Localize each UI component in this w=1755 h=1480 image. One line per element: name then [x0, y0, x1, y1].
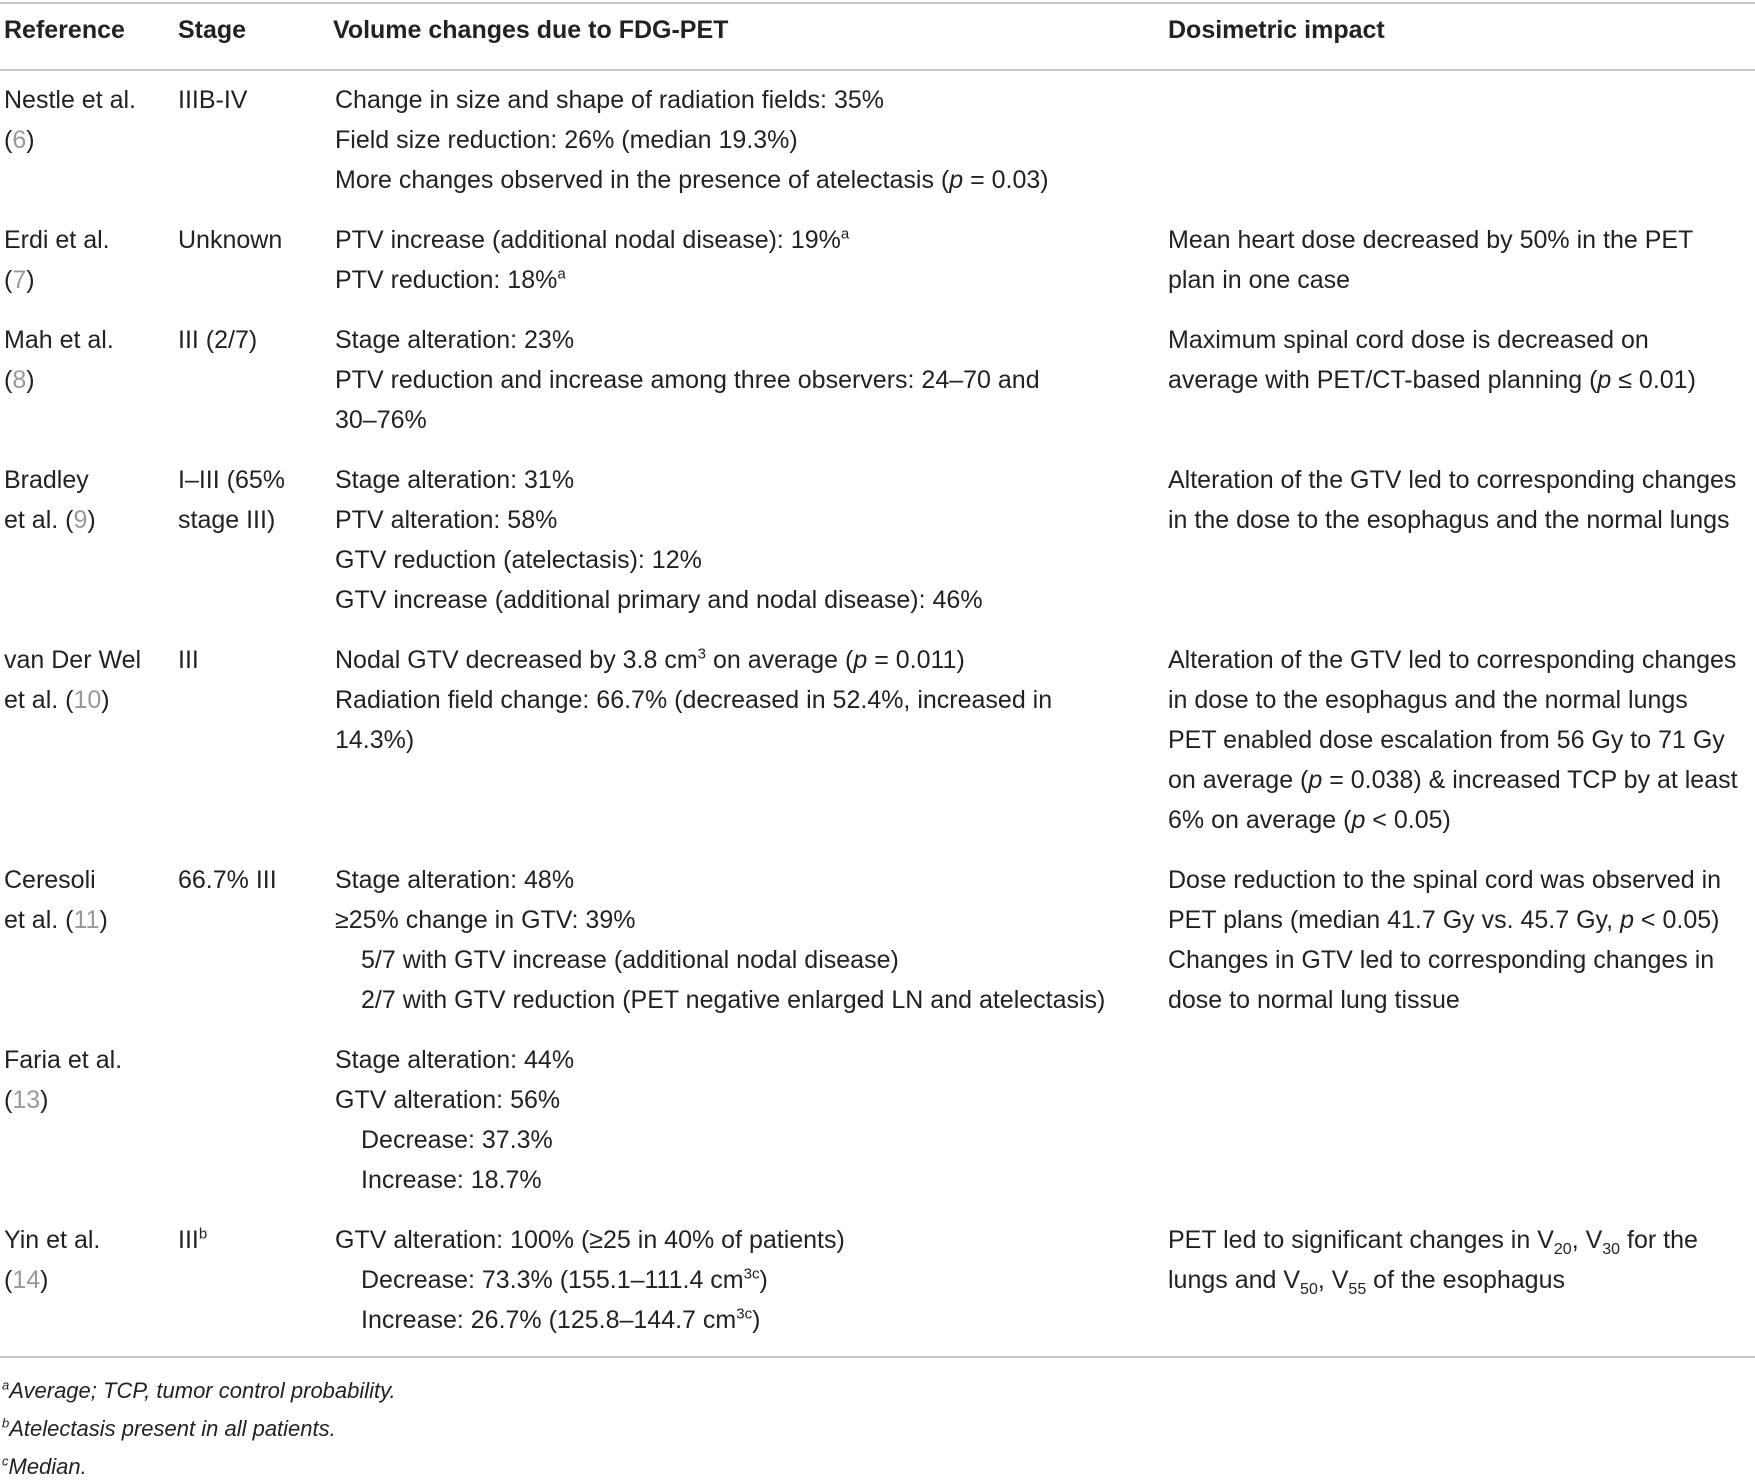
- stage-cell: III: [178, 646, 199, 674]
- volume-cell: PTV increase (additional nodal disease): 19%$^a$ PTV reduction: 18%$^a$: [335, 225, 850, 294]
- footnote-a: $^a$Average; TCP, tumor control probability.: [2, 1377, 396, 1403]
- volume-cell: Stage alteration: 31% PTV alteration: 58% GTV reduction (atelectasis): 12% GTV increase (additional primary and nodal disease): 46%: [335, 466, 983, 614]
- reference-link[interactable]: 6: [12, 126, 27, 154]
- stage-cell: IIIB-IV: [178, 86, 248, 114]
- stage-cell: I–III (65% stage III): [178, 466, 285, 534]
- header-stage: Stage: [178, 16, 247, 44]
- volume-cell: Nodal GTV decreased by 3.8 $cm^3$ on average (p = 0.011) Radiation field change: 66.7% (decreased in 52.4%, increased in 14.3%): [335, 645, 1053, 754]
- volume-cell: GTV alteration: 100% (≥25 in 40% of patients) Decrease: 73.3% (155.1–111.4 $cm^{3c}$) Increase: 26.7% (125.8–144.7 $cm^{3c}$): [335, 1226, 845, 1334]
- stage-cell: III (2/7): [178, 326, 258, 354]
- volume-cell: Stage alteration: 44% GTV alteration: 56% Decrease: 37.3% Increase: 18.7%: [335, 1046, 575, 1194]
- reference-link[interactable]: 11: [73, 906, 100, 934]
- dosimetric-cell: Mean heart dose decreased by 50% in the PET plan in one case: [1168, 226, 1694, 294]
- table-header-rule: [0, 69, 1755, 71]
- reference-link[interactable]: 7: [12, 266, 27, 294]
- reference-link[interactable]: 13: [12, 1086, 41, 1114]
- footnote-b: $^b$Atelectasis present in all patients.: [2, 1415, 336, 1441]
- reference-cell: Erdi et al. (7): [4, 226, 110, 294]
- dosimetric-cell: Alteration of the GTV led to corresponding changes in dose to the esophagus and the normal lungs PET enabled dose escalation from 56 Gy to 71 Gy on average (p = 0.038) & increased TCP by at least 6% on average (p < 0.05): [1168, 646, 1738, 834]
- table-bottom-rule: [0, 1356, 1755, 1358]
- stage-cell: 66.7% III: [178, 866, 277, 894]
- reference-link[interactable]: 9: [73, 506, 88, 534]
- reference-cell: Bradley et al. (9): [4, 466, 96, 534]
- reference-cell: Nestle et al. (6): [4, 86, 137, 154]
- header-dosimetric: Dosimetric impact: [1168, 16, 1385, 44]
- reference-cell: Mah et al. (8): [4, 326, 114, 394]
- volume-cell: Stage alteration: 23% PTV reduction and increase among three observers: 24–70 and 30–76%: [335, 326, 1040, 434]
- dosimetric-cell: Alteration of the GTV led to corresponding changes in the dose to the esophagus and the normal lungs: [1168, 466, 1737, 534]
- stage-cell: III$^b$: [178, 1225, 208, 1254]
- reference-cell: Ceresoli et al. (11): [4, 866, 108, 934]
- footnote-c: $^c$Median.: [2, 1453, 87, 1479]
- reference-link[interactable]: 14: [12, 1266, 41, 1294]
- dosimetric-cell: PET led to significant changes in $V_{20}$, $V_{30}$ for the lungs and $V_{50}$, $V_{55}$ of the esophagus: [1168, 1226, 1698, 1298]
- volume-cell: Change in size and shape of radiation fields: 35% Field size reduction: 26% (median 19.3%) More changes observed in the presence of atelectasis (p = 0.03): [335, 86, 1049, 194]
- volume-cell: Stage alteration: 48% ≥25% change in GTV: 39% 5/7 with GTV increase (additional nodal disease) 2/7 with GTV reduction (PET negative enlarged LN and atelectasis): [335, 866, 1106, 1014]
- reference-link[interactable]: 8: [12, 366, 27, 394]
- stage-cell: Unknown: [178, 226, 283, 254]
- dosimetric-cell: Dose reduction to the spinal cord was observed in PET plans (median 41.7 Gy vs. 45.7 Gy, p < 0.05) Changes in GTV led to corresponding changes in dose to normal lung tissue: [1168, 866, 1722, 1014]
- table-top-rule: [0, 2, 1755, 4]
- reference-cell: van Der Wel et al. (10): [4, 646, 142, 714]
- header-reference: Reference: [4, 16, 125, 44]
- reference-cell: Faria et al. (13): [4, 1046, 123, 1114]
- dosimetric-cell: Maximum spinal cord dose is decreased on average with PET/CT-based planning (p ≤ 0.01): [1168, 326, 1696, 394]
- reference-link[interactable]: 10: [73, 686, 102, 714]
- header-volume: Volume changes due to FDG-PET: [333, 16, 729, 44]
- reference-cell: Yin et al. (14): [4, 1226, 101, 1294]
